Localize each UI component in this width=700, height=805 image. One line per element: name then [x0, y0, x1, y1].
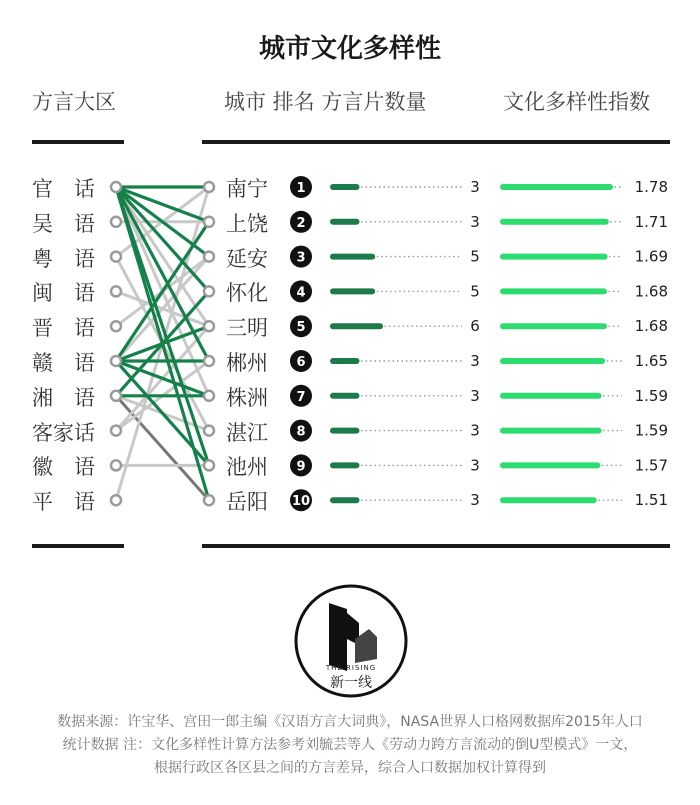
dialect-node — [111, 356, 121, 366]
city-label: 三明 — [226, 316, 268, 341]
rank-number: 8 — [296, 424, 306, 440]
index-label: 1.71 — [634, 212, 668, 231]
city-node — [204, 460, 214, 470]
dialect-node — [111, 391, 121, 401]
count-label: 3 — [470, 491, 480, 510]
header-city-rank-count: 城市 排名 方言片数量 — [224, 90, 427, 114]
index-label: 1.68 — [634, 317, 668, 336]
city-label: 株洲 — [226, 385, 268, 410]
chart-title: 城市文化多样性 — [258, 34, 441, 64]
dialect-node — [111, 286, 121, 296]
dialect-node — [111, 182, 121, 192]
city-label: 南宁 — [226, 177, 268, 201]
dialect-label: 粤 语 — [32, 246, 95, 271]
count-label: 5 — [470, 247, 480, 266]
city-node — [204, 356, 214, 366]
dialect-label: 官 话 — [32, 177, 95, 201]
count-label: 6 — [470, 317, 480, 336]
dialect-label: 晋 语 — [32, 316, 95, 341]
index-label: 1.69 — [634, 247, 668, 266]
count-label: 3 — [470, 212, 480, 231]
city-node — [204, 217, 214, 227]
rank-number: 4 — [296, 285, 306, 301]
city-label: 郴州 — [226, 351, 268, 375]
source-line-1: 数据来源：许宝华、宫田一郎主编《汉语方言大词典》，NASA世界人口格网数据库2015年人口 — [57, 714, 643, 730]
city-node — [204, 286, 214, 296]
city-label: 岳阳 — [226, 490, 268, 515]
dialect-label: 赣 语 — [32, 351, 95, 375]
dialect-node — [111, 252, 121, 262]
index-label: 1.51 — [634, 491, 668, 510]
city-node — [204, 252, 214, 262]
count-label: 3 — [470, 421, 480, 440]
rank-number: 5 — [296, 320, 306, 336]
index-label: 1.65 — [634, 352, 668, 370]
city-node — [204, 426, 214, 436]
city-node — [204, 182, 214, 192]
index-label: 1.59 — [634, 386, 668, 405]
city-label: 上饶 — [226, 211, 268, 236]
dialect-label: 吴 语 — [32, 211, 95, 236]
city-node — [204, 391, 214, 401]
rank-number: 9 — [296, 459, 306, 475]
city-node — [204, 321, 214, 331]
dialect-node — [111, 460, 121, 470]
dialect-node — [111, 321, 121, 331]
count-label: 3 — [470, 386, 480, 405]
city-label: 延安 — [226, 246, 268, 271]
rank-number: 7 — [296, 389, 306, 405]
dialect-node — [111, 426, 121, 436]
count-label: 3 — [470, 456, 480, 475]
index-label: 1.78 — [634, 178, 668, 196]
rank-number: 1 — [296, 181, 306, 196]
dialect-label: 客家话 — [32, 420, 95, 445]
index-label: 1.59 — [634, 421, 668, 440]
rank-number: 6 — [296, 355, 306, 370]
count-label: 3 — [470, 352, 480, 370]
dialect-label: 闽 语 — [32, 281, 95, 306]
city-label: 湛江 — [226, 420, 268, 445]
index-label: 1.68 — [634, 282, 668, 301]
dialect-node — [111, 217, 121, 227]
logo-small-text: THE RISING — [325, 664, 377, 672]
header-diversity-index: 文化多样性指数 — [503, 90, 650, 114]
source-line-2: 统计数据 注：文化多样性计算方法参考刘毓芸等人《劳动力跨方言流动的倒U型模式》一文， — [62, 737, 638, 753]
header-dialect-region: 方言大区 — [32, 90, 116, 114]
count-label: 3 — [470, 178, 480, 196]
dialect-label: 平 语 — [32, 490, 95, 515]
index-label: 1.57 — [634, 456, 668, 475]
source-line-3: 根据行政区各区县之间的方言差异，综合人口数据加权计算得到 — [154, 760, 546, 776]
dialect-node — [111, 495, 121, 505]
city-node — [204, 495, 214, 505]
city-label: 怀化 — [226, 281, 268, 306]
city-label: 池州 — [226, 455, 268, 480]
logo-text: 新一线 — [330, 675, 372, 691]
rank-number: 2 — [296, 215, 306, 231]
dialect-label: 湘 语 — [32, 385, 95, 410]
rank-number: 10 — [291, 494, 311, 510]
dialect-label: 徽 语 — [32, 455, 95, 480]
count-label: 5 — [470, 282, 480, 301]
rank-number: 3 — [296, 250, 306, 266]
